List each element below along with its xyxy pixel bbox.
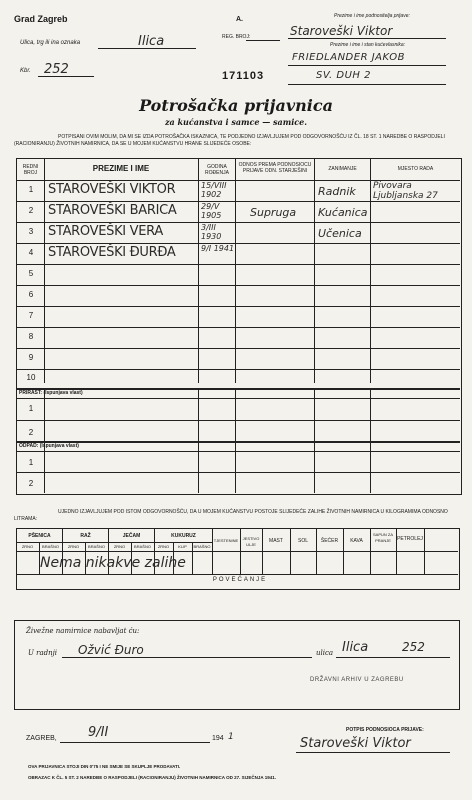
signature: Staroveški Viktor (300, 736, 411, 751)
stock-header: JEČAM (122, 533, 141, 539)
stock-subheader: ZRNO (67, 544, 80, 549)
odpad-label: ODPAD: (Ispunjava vlast) (19, 443, 79, 449)
serial-number: 171103 (222, 70, 265, 82)
row-number: 8 (28, 332, 34, 341)
person-name: STAROVEŠKI VERA (48, 224, 163, 239)
stock-subheader: BRAŠNO (193, 544, 211, 549)
shop-label: U radnji (28, 649, 58, 657)
stock-subheader: BRAŠNO (134, 544, 151, 549)
workplace-value: Pivovara Ljubljanska 27 (373, 181, 438, 201)
birth-date: 15/VIII 1902 (201, 181, 227, 199)
stock-intro: UJEDNO IZJAVLJUJEM POD ISTOM ODGOVORNOŠĆU, DA U MOJEM KUĆANSTVU POSTOJE SLIJEDEĆE ZALIHE ŽIVOTNIH NAMIRNICA U KILOGRAMIMA ODNOSNO LITRAMA: (14, 509, 448, 522)
col-header-relation: ODNOS PREMA PODNOSIOCU PRIJAVE ODN. STARJEŠINI (238, 162, 312, 174)
row-number: 3 (28, 227, 34, 236)
year-prefix: 194 (212, 735, 224, 742)
row-number: 10 (26, 373, 36, 382)
landlord-label: Prezime i ime i stan kućevlasnika: (330, 42, 406, 48)
prirast-row-number: 2 (28, 428, 34, 437)
supply-street-label: ulica (316, 649, 334, 657)
col-header-num: REDNI BROJ (22, 164, 39, 176)
street-value: Ilica (138, 34, 165, 49)
year-digit: 1 (228, 732, 234, 742)
row-number: 7 (28, 311, 34, 320)
place-label: ZAGREB, (26, 735, 57, 742)
date-value: 9/II (88, 725, 109, 740)
landlord-address: SV. DUH 2 (316, 70, 371, 81)
stock-subheader: BRAŠNO (42, 544, 59, 549)
stock-header: RAŽ (80, 533, 91, 539)
stock-header: TJESTENINE (213, 538, 239, 543)
shop-value: Ožvić Đuro (78, 643, 144, 657)
stock-header: KAVA (350, 538, 363, 544)
stock-check-label: POVEĆANJE (212, 577, 268, 583)
odpad-row-number: 1 (28, 458, 34, 467)
archive-stamp: DRŽAVNI ARHIV U ZAGREBU (310, 677, 404, 683)
street-label: Ulica, trg ili ina oznaka (20, 40, 81, 46)
odpad-row-number: 2 (28, 479, 34, 488)
stock-header: JESTIVO ULJE (242, 536, 260, 547)
relation-value: Supruga (250, 206, 297, 219)
birth-date: 9/I 1941 (201, 244, 235, 253)
document-subtitle: za kućanstva i samce — samice. (164, 117, 307, 127)
row-number: 4 (28, 248, 34, 257)
col-header-year: GODINA ROĐENJA (205, 164, 229, 176)
stock-subheader: ZRNO (113, 544, 126, 549)
signature-label: POTPIS PODNOSIOCA PRIJAVE: (346, 727, 424, 733)
birth-date: 29/V 1905 (201, 202, 222, 220)
job-value: Kućanica (318, 206, 368, 219)
stock-header: PETROLEJ (397, 536, 423, 542)
stock-header: ŠEĆER (320, 538, 339, 544)
birth-date: 3/III 1930 (201, 223, 222, 241)
row-number: 2 (28, 206, 34, 215)
stock-subheader: BRAŠNO (88, 544, 105, 549)
price-note: OVA PRIJAVNICA STOJI DIN 0'75 I NE SMIJE SE SKUPLJE PRODAVATI. (28, 764, 181, 769)
row-number: 6 (28, 290, 34, 299)
col-header-name: PREZIME I IME (92, 164, 150, 173)
supply-label: Živežne namirnice nabavljat ću: (26, 627, 140, 635)
person-name: STAROVEŠKI BARICA (48, 203, 177, 218)
supply-street-value: Ilica (342, 640, 369, 655)
form-note: OBRAZAC K ČL. 5 ST. 2 NAREDBE O RASPODJELI (RACIONIRANJU) ŽIVOTNIH NAMIRNICA OD 27. SIJEČNJA 1941. (28, 775, 276, 780)
house-label: Kbr. (20, 68, 31, 74)
stock-header: PŠENICA (28, 533, 51, 539)
landlord-value: FRIEDLANDER JAKOB (292, 52, 406, 63)
col-header-work: MJESTO RADA (397, 166, 434, 172)
prirast-row-number: 1 (28, 404, 34, 413)
supply-house-number: 252 (402, 640, 425, 654)
reg-label: REG. BROJ: (222, 34, 251, 40)
job-value: Učenica (318, 227, 362, 240)
person-name: STAROVEŠKI ĐURĐA (48, 245, 176, 260)
prirast-label: PRIRAST: (Ispunjava vlast) (19, 390, 83, 396)
city-label: Grad Zagreb (14, 14, 68, 24)
row-number: 1 (28, 185, 34, 194)
stock-header: SOL (297, 538, 308, 544)
col-header-job: ZANIMANJE (328, 166, 357, 172)
stock-value: Nema nikakve zalihe (40, 555, 186, 571)
stock-subheader: ZRNO (21, 544, 34, 549)
stock-header: MAST (269, 538, 283, 544)
stock-header: SAPUN ZA PRANJE (372, 532, 393, 543)
row-number: 5 (28, 269, 34, 278)
stock-header: KUKURUZ (171, 533, 196, 539)
intro-text: POTPISANI OVIM MOLIM, DA MI SE IZDA POTROŠAČKA ISKAZNICA, TE PODJEDNO IZJAVLJUJEM POD ODGOVORNOŠĆU IZ ČL. 18 ST. 1 NAREDBE O RASPODJELI (RACIONIRANJU) ŽIVOTNIH NAMIRNICA, DA SE U MOJEM KUĆANSTVU HRANE SLIJEDEĆE OSOBE: (14, 134, 445, 147)
row-number: 9 (28, 353, 34, 362)
document-title: Potrošačka prijavnica (139, 96, 333, 115)
applicant-value: Staroveški Viktor (290, 24, 393, 38)
stock-subheader: ZRNO (157, 544, 170, 549)
person-name: STAROVEŠKI VIKTOR (48, 182, 176, 197)
job-value: Radnik (318, 185, 356, 198)
stock-subheader: KLIP (178, 544, 187, 549)
applicant-label: Prezime i ime podnositelja prijave: (334, 13, 410, 19)
house-value: 252 (44, 62, 69, 77)
section-letter: A. (236, 16, 243, 23)
